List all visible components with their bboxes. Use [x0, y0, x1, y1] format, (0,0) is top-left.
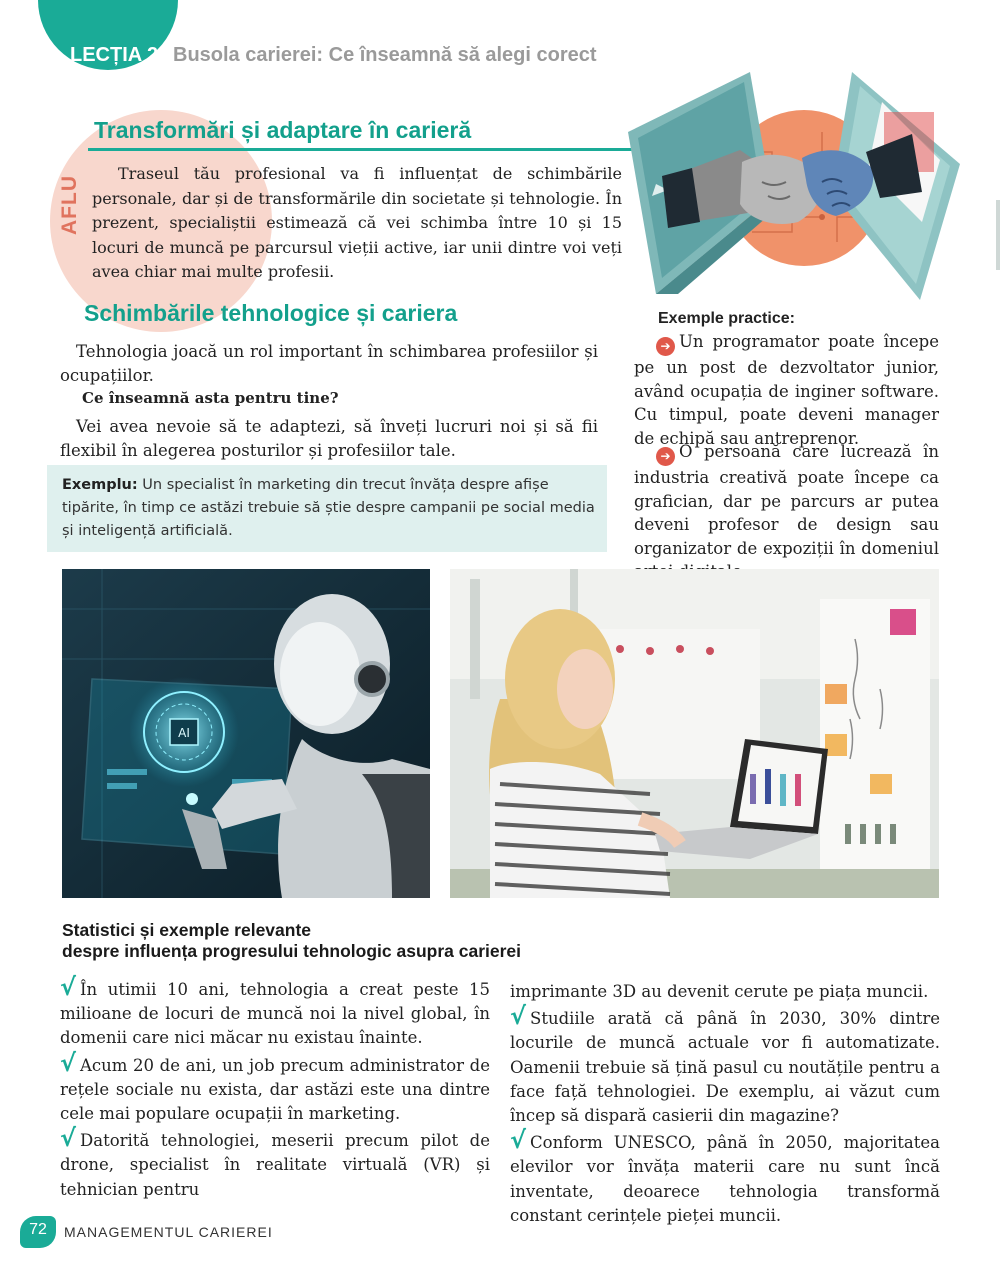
stat-item: √ Acum 20 de ani, un job precum administrator de rețele sociale nu exista, dar astăzi este una dintre cele mai populare ocupații în marketing. [60, 1048, 490, 1124]
designer-woman-photo [450, 569, 939, 898]
stats-heading-line1: Statistici și exemple relevante [62, 920, 312, 940]
section-title-transformari: Transformări și adaptare în carieră [94, 117, 472, 143]
lesson-title: Busola carierei: Ce înseamnă să alegi corect [173, 44, 597, 66]
example-body: Un specialist în marketing din trecut învăța despre afișe tipărite, în timp ce astăzi trebuie să știe despre campanii pe social media și inteligență artificială. [62, 477, 595, 539]
intro-paragraph: Traseul tău profesional va fi influențat de schimbările personale, dar și de transformările din societate și tehnologie. În prezent, specialiștii estimează că vei schimba între 10 și 15 locuri de muncă pe parcursul vieții active, iar unii dintre voi veți avea chiar mai multe profesii. [92, 164, 622, 281]
checkmark-icon: √ [60, 973, 77, 1001]
tech-paragraph: Tehnologia joacă un rol important în schimbarea profesiilor și ocupațiilor. [60, 342, 598, 385]
aflu-label: AFLU [58, 175, 81, 235]
practical-item: ➔ Un programator poate începe pe un post de dezvoltator junior, având ocupația de inginer software. Cu timpul, poate deveni manager de echipă sau antreprenor. [634, 332, 939, 448]
adapt-paragraph: Vei avea nevoie să te adaptezi, să înveți lucruri noi și să fii flexibil în alegerea posturilor și profesiilor tale. [60, 417, 598, 460]
stats-heading-line2: despre influența progresului tehnologic asupra carierei [62, 941, 521, 961]
stat-item: √ Conform UNESCO, până în 2050, majoritatea elevilor vor învăța materii care nu sunt încă inventate, deoarece tehnologia transformă constant cerințele pieței muncii. [510, 1126, 940, 1225]
checkmark-icon: √ [510, 1002, 527, 1031]
stat-item: √ În utimii 10 ani, tehnologia a creat peste 15 milioane de locuri de muncă noi la nivel global, în domenii care nici măcar nu existau înainte. [60, 973, 490, 1048]
handshake-illustration [622, 72, 960, 300]
lesson-tag: LECȚIA 2 [70, 44, 159, 66]
stats-right-column [510, 980, 940, 1230]
stats-heading [62, 920, 521, 962]
question-heading: Ce înseamnă asta pentru tine? [82, 389, 339, 407]
page-number: 72 [29, 1221, 47, 1238]
stat-item: √ Studiile arată că până în 2030, 30% dintre locurile de muncă actuale vor fi automatizate. Oamenii trebuie să țină pasul cu noutățile pentru a face față tehnologiei. De exemplu, ai văzut cum încep să dispară casierii din magazine? [510, 1002, 940, 1126]
book-title: MANAGEMENTUL CARIEREI [64, 1224, 273, 1240]
stat-continuation: imprimante 3D au devenit cerute pe piața muncii. [510, 982, 929, 1001]
practical-heading: Exemple practice: [658, 310, 795, 327]
page-edge-strip [996, 200, 1000, 270]
stat-item: √ Datorită tehnologiei, meserii precum pilot de drone, specialist în realitate virtuală (VR) și tehnician pentru [60, 1124, 490, 1199]
checkmark-icon: √ [510, 1126, 527, 1155]
checkmark-icon: √ [60, 1124, 77, 1153]
arrow-right-icon: ➔ [656, 337, 675, 356]
practical-item: ➔ O persoană care lucrează în industria creativă poate începe ca grafician, dar pe parcurs ar putea deveni profesor de design sau organizator de expoziții în domeniul [634, 442, 939, 558]
robot-ai-photo [62, 569, 430, 898]
arrow-right-icon: ➔ [656, 447, 675, 466]
stats-left-column [60, 973, 490, 1204]
ai-badge: AI [178, 726, 190, 740]
example-label: Exemplu: [62, 477, 138, 493]
section-title-schimbari: Schimbările tehnologice și cariera [84, 300, 458, 326]
section-divider [88, 148, 638, 151]
checkmark-icon: √ [60, 1048, 77, 1077]
example-text [62, 474, 600, 543]
